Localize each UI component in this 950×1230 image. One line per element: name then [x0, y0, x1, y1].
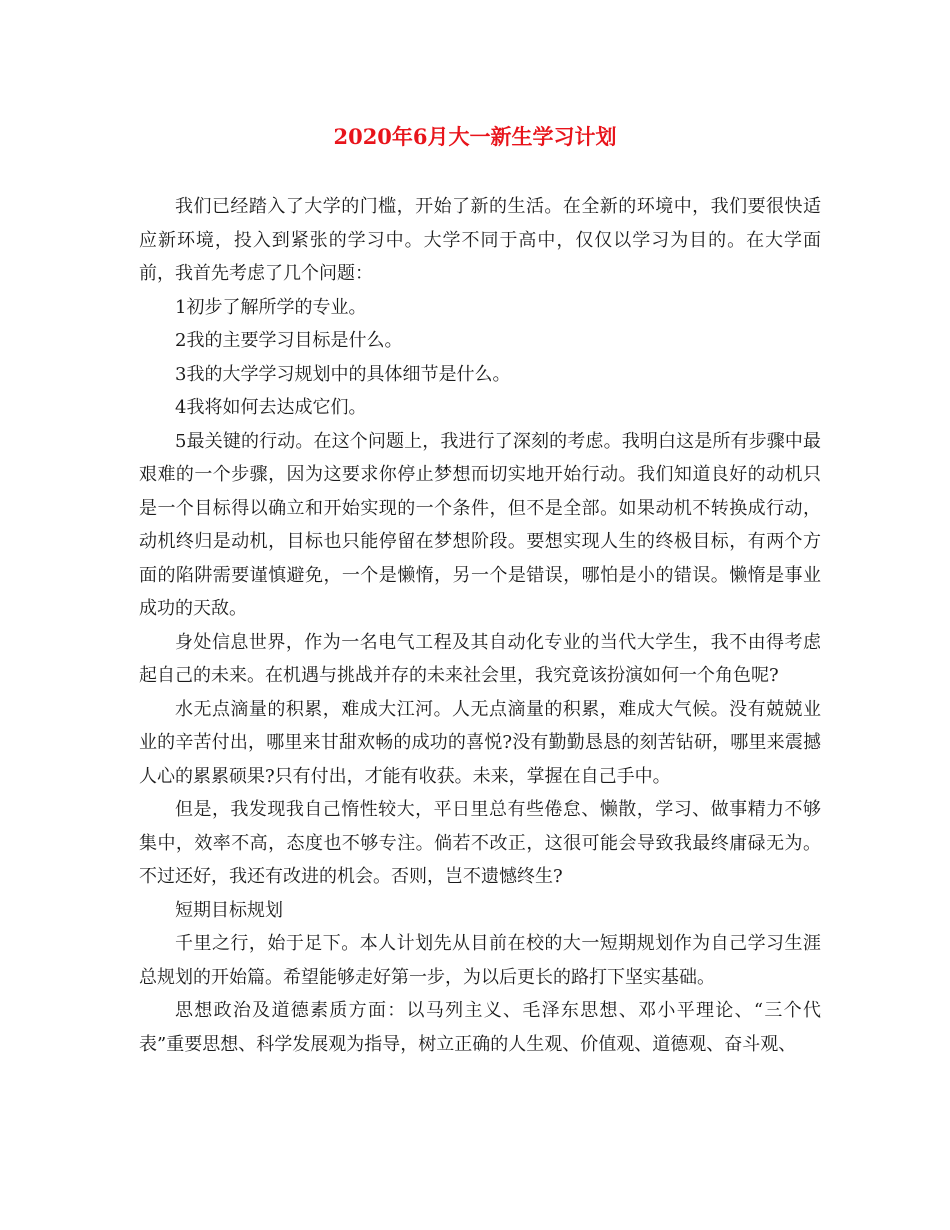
- paragraph-item-5: 5最关键的行动。在这个问题上，我进行了深刻的考虑。我明白这是所有步骤中最艰难的一个步骤，因为这要求你停止梦想而切实地开始行动。我们知道良好的动机只是一个目标得以确立和开始实现的一个条件，但不是全部。如果动机不转换成行动，动机终归是动机，目标也只能停留在梦想阶段。要想实现人生的终极目标，有两个方面的陷阱需要谨慎避免，一个是懒惰，另一个是错误，哪怕是小的错误。懒惰是事业成功的天敌。: [139, 430, 821, 619]
- paragraph-first-step: 千里之行，始于足下。本人计划先从目前在校的大一短期规划作为自己学习生涯总规划的开始篇。希望能够走好第一步，为以后更长的路打下坚实基础。: [139, 933, 821, 988]
- paragraph-intro: 我们已经踏入了大学的门槛，开始了新的生活。在全新的环境中，我们要很快适应新环境，投入到紧张的学习中。大学不同于高中，仅仅以学习为目的。在大学面前，我首先考虑了几个问题：: [139, 196, 821, 284]
- section-heading-short-term-plan: 短期目标规划: [175, 899, 283, 921]
- paragraph-item-2: 2我的主要学习目标是什么。: [175, 330, 403, 351]
- paragraph-self-reflection: 但是，我发现我自己惰性较大，平日里总有些倦怠、懒散，学习、做事精力不够集中，效率不高，态度也不够专注。倘若不改正，这很可能会导致我最终庸碌无为。不过还好，我还有改进的机会。否则，岂不遗憾终生?: [139, 799, 821, 887]
- document-title: 2020年6月大一新生学习计划: [333, 124, 617, 149]
- paragraph-accumulation: 水无点滴量的积累，难成大江河。人无点滴量的积累，难成大气候。没有兢兢业业的辛苦付出，哪里来甘甜欢畅的成功的喜悦?没有勤勤恳恳的刻苦钻研，哪里来震撼人心的累累硕果?只有付出，才能有收获。未来，掌握在自己手中。: [139, 698, 821, 787]
- paragraph-item-3: 3我的大学学习规划中的具体细节是什么。: [175, 363, 511, 385]
- paragraph-information-world: 身处信息世界，作为一名电气工程及其自动化专业的当代大学生，我不由得考虑起自己的未来。在机遇与挑战并存的未来社会里，我究竟该扮演如何一个角色呢?: [139, 631, 821, 686]
- paragraph-item-1: 1初步了解所学的专业。: [175, 296, 367, 318]
- paragraph-item-4: 4我将如何去达成它们。: [175, 397, 367, 418]
- paragraph-political-moral: 思想政治及道德素质方面：以马列主义、毛泽东思想、邓小平理论、“三个代表”重要思想、科学发展观为指导，树立正确的人生观、价值观、道德观、奋斗观、: [139, 1000, 821, 1055]
- document-body: [139, 190, 821, 1061]
